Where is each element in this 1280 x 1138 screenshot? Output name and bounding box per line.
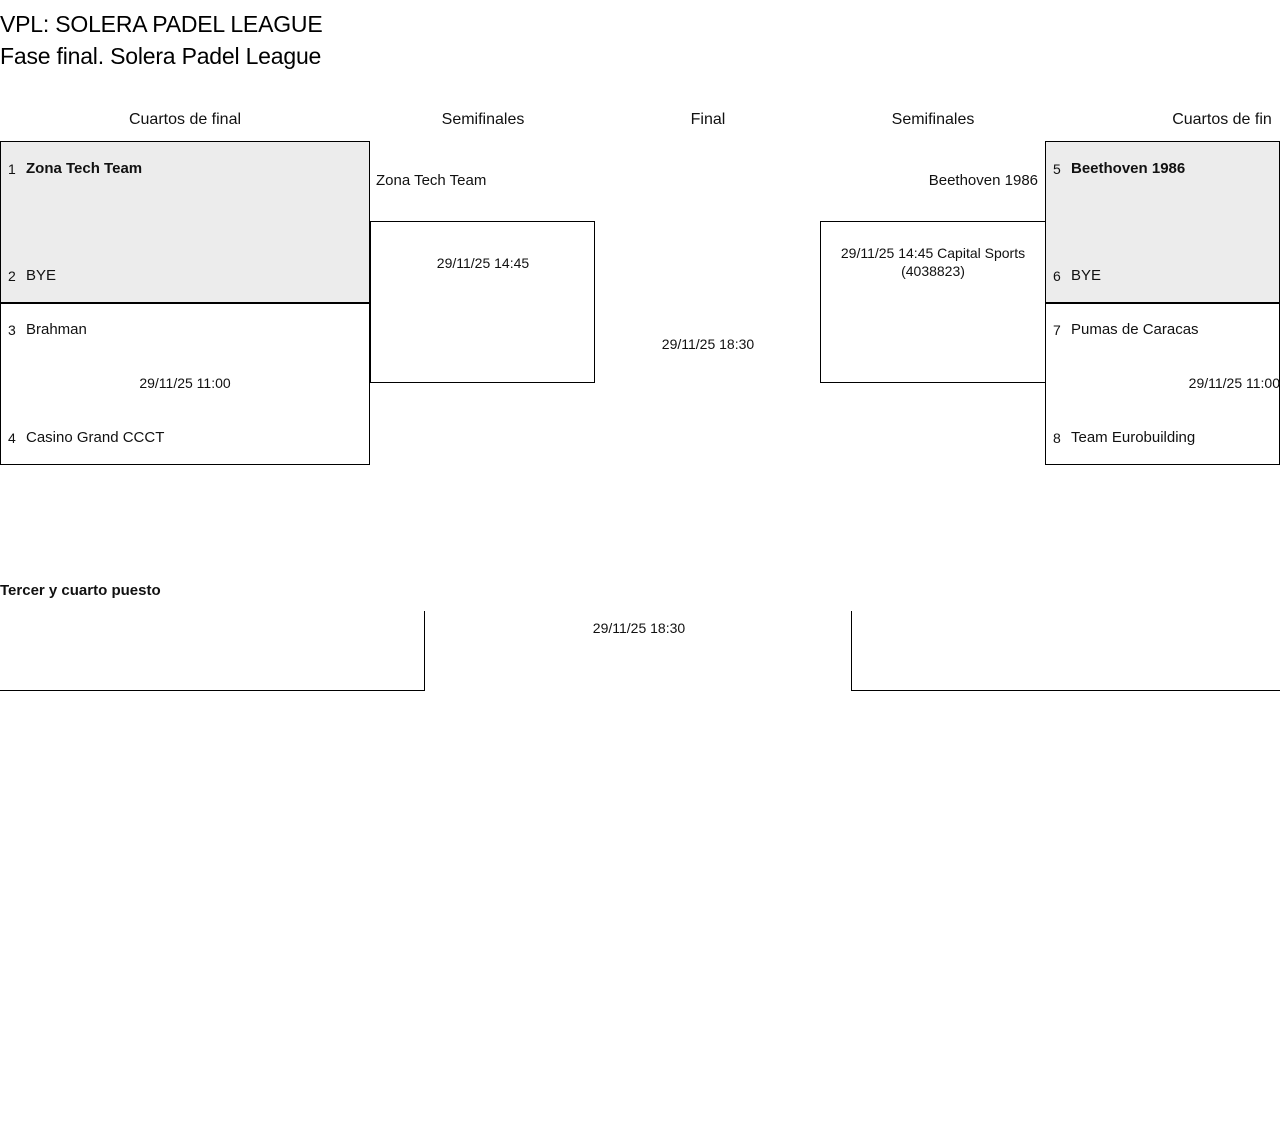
team-name-casino-grand-ccct[interactable]: Casino Grand CCCT (26, 429, 165, 446)
team-name-bye-left-1: BYE (26, 267, 57, 284)
third-place-connector-right-vertical (851, 611, 852, 691)
seed-number-8: 8 (1053, 430, 1061, 446)
team-name-bye-right-1: BYE (1071, 267, 1102, 284)
team-name-pumas-de-caracas[interactable]: Pumas de Caracas (1071, 321, 1199, 338)
round-label-quarterfinals-left: Cuartos de final (128, 111, 242, 128)
round-label-quarterfinals-right: Cuartos de fin (1172, 111, 1272, 128)
match-info-sf-right: 29/11/25 14:45 Capital Sports (4038823) (840, 245, 1026, 279)
match-info-sf-left: 29/11/25 14:45 (436, 255, 530, 271)
advancer-sf-left[interactable]: Zona Tech Team (376, 172, 487, 189)
match-info-qf2-left: 29/11/25 11:00 (139, 375, 231, 391)
team-name-zona-tech-team[interactable]: Zona Tech Team (26, 160, 143, 177)
team-name-brahman[interactable]: Brahman (26, 321, 87, 338)
advancer-sf-right[interactable]: Beethoven 1986 (928, 172, 1038, 189)
tournament-subtitle: Fase final. Solera Padel League (0, 43, 322, 69)
page-title (0, 8, 322, 72)
seed-number-2: 2 (8, 268, 16, 284)
seed-number-7: 7 (1053, 322, 1061, 338)
seed-number-4: 4 (8, 430, 16, 446)
seed-number-5: 5 (1053, 161, 1061, 177)
round-label-semifinals-left: Semifinales (441, 111, 525, 128)
round-label-semifinals-right: Semifinales (891, 111, 975, 128)
match-info-qf2-right: 29/11/25 11:00 (1188, 375, 1280, 391)
team-name-team-eurobuilding[interactable]: Team Eurobuilding (1071, 429, 1196, 446)
third-place-title: Tercer y cuarto puesto (0, 582, 161, 599)
match-info-third-place: 29/11/25 18:30 (592, 620, 686, 636)
third-place-connector-left-horizontal (0, 690, 425, 691)
third-place-connector-right-horizontal (851, 690, 1280, 691)
seed-number-6: 6 (1053, 268, 1061, 284)
match-box-sf-left[interactable] (370, 221, 595, 383)
seed-number-1: 1 (8, 161, 16, 177)
tournament-title: VPL: SOLERA PADEL LEAGUE (0, 11, 323, 37)
seed-number-3: 3 (8, 322, 16, 338)
round-label-final: Final (690, 111, 726, 128)
team-name-beethoven-1986[interactable]: Beethoven 1986 (1071, 160, 1186, 177)
third-place-connector-left-vertical (424, 611, 425, 691)
match-info-final: 29/11/25 18:30 (661, 336, 755, 352)
